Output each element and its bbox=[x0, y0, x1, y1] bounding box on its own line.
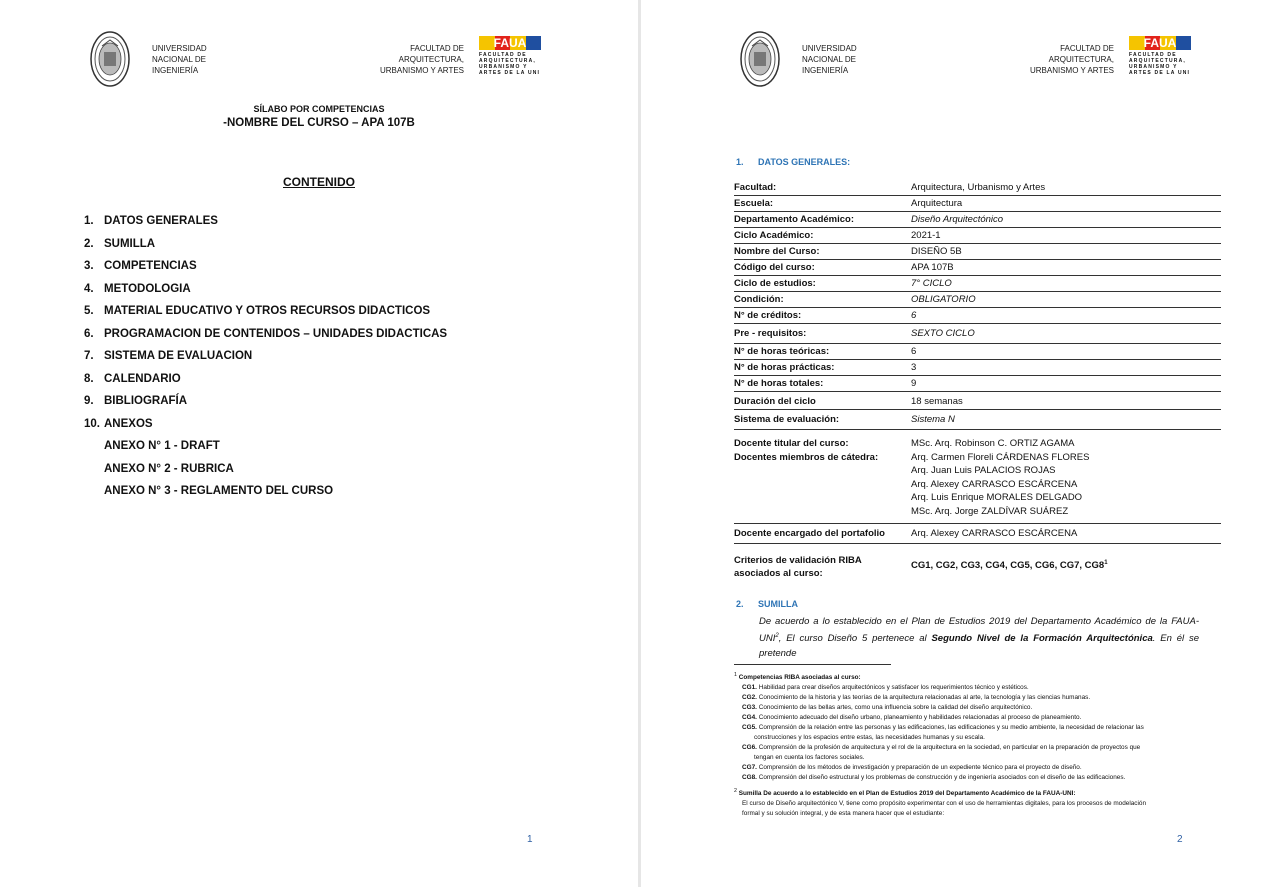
toc-annex-item[interactable]: ANEXO N° 1 - DRAFT bbox=[104, 440, 220, 452]
toc-item[interactable]: 8. CALENDARIO bbox=[84, 372, 181, 385]
document-page-1 bbox=[0, 0, 638, 887]
table-row: Escuela: Arquitectura bbox=[734, 196, 1221, 212]
toc-item[interactable]: 6. PROGRAMACION DE CONTENIDOS – UNIDADES DIDACTICAS bbox=[84, 327, 448, 340]
faua-logo: FAUA FACULTAD DE ARQUITECTURA, URBANISMO Y ARTES DE LA UNI bbox=[479, 36, 541, 76]
table-row: Código del curso: APA 107B bbox=[734, 260, 1221, 276]
riba-row: Criterios de validación RIBA asociados al curso: CG1, CG2, CG3, CG4, CG5, CG6, CG7, $CG8^1$ bbox=[734, 555, 1108, 579]
toc-item[interactable]: 9. BIBLIOGRAFÍA bbox=[84, 395, 188, 407]
table-row: N° de horas prácticas: 3 bbox=[734, 360, 1221, 376]
svg-text:FAUA: FAUA bbox=[1143, 36, 1177, 50]
footnote-separator bbox=[734, 664, 891, 665]
table-row: Departamento Académico: Diseño Arquitectónico bbox=[734, 212, 1221, 228]
table-row: Docente encargado del portafolio Arq. Alexey CARRASCO ESCÁRCENA bbox=[734, 524, 1221, 544]
footnote-2: $^2$ Sumilla De acuerdo a lo establecido en el Plan de Estudios 2019 del Departamento Académico de la FAUA-UNI: El curso de Diseño arquitectónico V, tiene como propósito experimentar con el uso de herramientas digitales, para los procesos de modelación formal y su solución integral, y de esta manera hacer que el estudiante: bbox=[734, 788, 1147, 818]
general-data-table bbox=[734, 180, 1221, 582]
table-row: Facultad: Arquitectura, Urbanismo y Artes bbox=[734, 180, 1221, 196]
page-number: 1 bbox=[527, 834, 533, 845]
course-name-title: -NOMBRE DEL CURSO – APA 107B bbox=[223, 117, 415, 129]
toc-annex-item[interactable]: ANEXO N° 3 - REGLAMENTO DEL CURSO bbox=[104, 485, 334, 497]
table-row: Sistema de evaluación: Sistema N bbox=[734, 410, 1221, 430]
faculty-name: FACULTAD DE ARQUITECTURA, URBANISMO Y ARTES bbox=[379, 44, 464, 75]
faua-logo-icon bbox=[479, 36, 541, 50]
toc-item[interactable]: 7. SISTEMA DE EVALUACION bbox=[84, 350, 253, 362]
contents-heading: CONTENIDO bbox=[283, 175, 355, 189]
university-seal-icon bbox=[740, 30, 780, 88]
table-row: Ciclo de estudios: 7° CICLO bbox=[734, 276, 1221, 292]
sumilla-paragraph: De acuerdo a lo establecido en el Plan de Estudios 2019 del Departamento Académico de la FAUA-UNI$^2$, El curso Diseño 5 pertenece al Segundo Nivel de la Formación Arquitectónica. En él se pretende bbox=[759, 616, 1200, 660]
page-number: 2 bbox=[1177, 834, 1183, 845]
section-heading-datos: 1. DATOS GENERALES: bbox=[736, 157, 851, 167]
toc-item[interactable]: 3. COMPETENCIAS bbox=[84, 260, 197, 272]
table-row: N° de créditos: 6 bbox=[734, 308, 1221, 324]
table-row: Ciclo Académico: 2021-1 bbox=[734, 228, 1221, 244]
university-seal-icon bbox=[90, 30, 130, 88]
table-row: Duración del ciclo 18 semanas bbox=[734, 392, 1221, 410]
university-name: UNIVERSIDAD NACIONAL DE INGENIERÍA bbox=[152, 44, 207, 75]
toc-item[interactable]: 10. ANEXOS bbox=[84, 417, 153, 430]
faua-logo: FAUA FACULTAD DE ARQUITECTURA, URBANISMO Y ARTES DE LA UNI bbox=[1129, 36, 1191, 76]
syllabus-title: SÍLABO POR COMPETENCIAS bbox=[253, 104, 385, 114]
section-heading-sumilla: 2. SUMILLA bbox=[736, 599, 798, 609]
faua-logo-icon bbox=[1129, 36, 1191, 50]
table-row: N° de horas totales: 9 bbox=[734, 376, 1221, 392]
toc-item[interactable]: 1. DATOS GENERALES bbox=[84, 215, 218, 227]
university-name: UNIVERSIDAD NACIONAL DE INGENIERÍA bbox=[802, 44, 857, 75]
footnote-1: $^1$ Competencias RIBA asociadas al curso: CG1. Habilidad para crear diseños arquitectónicos y satisfacer los requerimientos técnico y estéticos. CG2. Conocimiento de la historia y las teorías de la arquitectura relacionadas al arte, la tecnología y las ciencias humanas. CG3. Conocimiento de las bellas artes, como una influencia sobre la calidad del diseño arquitectónico. CG4. Conocimiento adecuado del diseño urbano, planeamiento y habilidades relacionadas al proceso de planeamiento. CG5. Comprensión de la relación entre las personas y las edificaciones, las edificaciones y su medio ambiente, la necesidad de relacionar las construcciones y los espacios entre estas, las necesidades humanas y su escala. CG6. Comprensión de la profesión de arquitectura y el rol de la arquitectura en la sociedad, en particular en la preparación de proyectos que tengan en cuenta los factores sociales. CG7. Comprensión de los métodos de investigación y preparación de un expediente técnico para el proyecto de diseño. CG8. Comprensión del diseño estructural y los problemas de construcción y de ingeniería asociados con el diseño de las edificaciones. bbox=[734, 672, 1144, 782]
table-row: Condición: OBLIGATORIO bbox=[734, 292, 1221, 308]
docentes-row: Docente titular del curso: Docentes miembros de cátedra: MSc. Arq. Robinson C. ORTIZ AGAMA Arq. Carmen Floreli CÁRDENAS FLORES Arq. Juan Luis PALACIOS ROJAS Arq. Alexey CARRASCO ESCÁRCENA Arq. Luis Enrique MORALES DELGADO MSc. Arq. Jorge ZALDÍVAR SUÁREZ bbox=[734, 430, 1221, 524]
toc-annex-item[interactable]: ANEXO N° 2 - RUBRICA bbox=[104, 462, 234, 475]
document-page-2 bbox=[641, 0, 1279, 887]
toc-item[interactable]: 2. SUMILLA bbox=[84, 237, 156, 250]
toc-item[interactable]: 5. MATERIAL EDUCATIVO Y OTROS RECURSOS DIDACTICOS bbox=[84, 305, 431, 317]
table-row: Pre - requisitos: SEXTO CICLO bbox=[734, 324, 1221, 344]
faculty-name: FACULTAD DE ARQUITECTURA, URBANISMO Y ARTES bbox=[1029, 44, 1114, 75]
table-row: N° de horas teóricas: 6 bbox=[734, 344, 1221, 360]
table-of-contents bbox=[84, 213, 447, 506]
svg-text:FAUA: FAUA bbox=[493, 36, 527, 50]
table-row: Nombre del Curso: DISEÑO 5B bbox=[734, 244, 1221, 260]
toc-item[interactable]: 4. METODOLOGIA bbox=[84, 282, 191, 295]
